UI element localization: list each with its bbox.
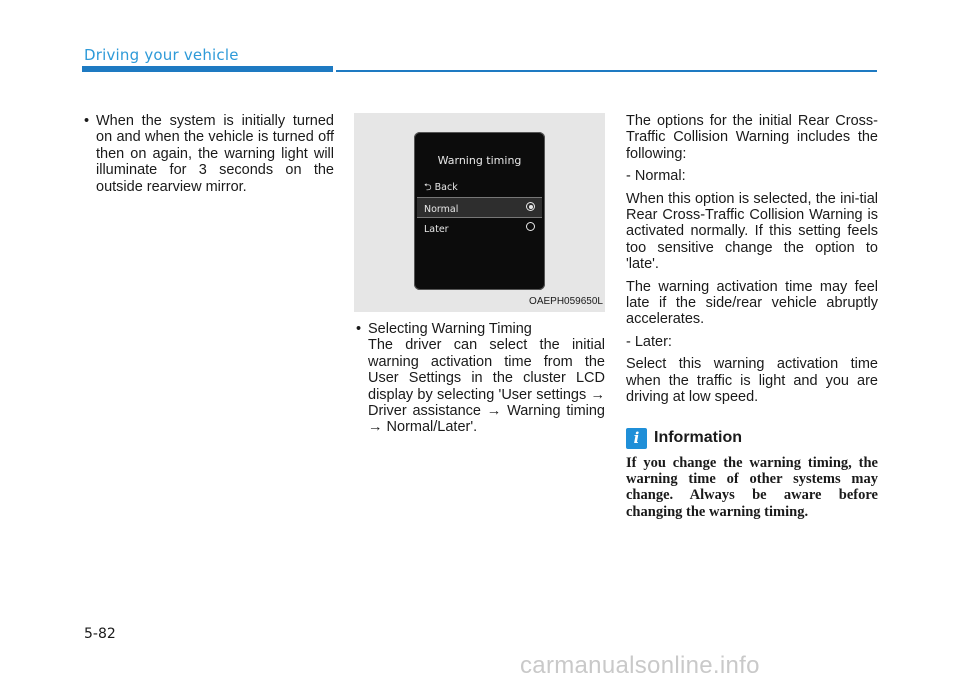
bullet-title: Selecting Warning Timing (368, 321, 532, 337)
normal-note: The warning activation time may feel late if the side/rear vehicle abruptly accelerates. (626, 278, 878, 328)
header-rule-thick (82, 66, 333, 72)
information-header (626, 428, 878, 450)
radio-selected-icon (526, 202, 535, 211)
bullet-item (354, 321, 605, 436)
lcd-option-label: Normal (424, 204, 459, 215)
bullet-body: The driver can select the initial warning activation time from the User Settings in the cluster LCD display by selecting 'User settings → Driver assistance → Warning timing → Normal/Later'. (368, 337, 605, 436)
bullet-text: When the system is initially turned on and when the vehicle is turned off then on again, the warning light will illuminate for 3 seconds on the outside rearview mirror. (96, 113, 334, 195)
lcd-option-later (417, 218, 542, 237)
normal-description: When this option is selected, the ini-tial Rear Cross-Traffic Collision Warning is activated normally. If this setting feels too sensitive change the option to 'late'. (626, 190, 878, 273)
lcd-back-item: ⮌ Back (424, 182, 458, 193)
header-rule-thin (336, 70, 877, 72)
information-title: Information (654, 428, 742, 446)
column-left (82, 113, 334, 195)
lcd-figure (354, 113, 605, 312)
lcd-option-normal (417, 197, 542, 218)
figure-code: OAEPH059650L (529, 295, 603, 307)
section-title: Driving your vehicle (84, 46, 239, 64)
bullet-dot: • (84, 113, 90, 129)
bullet-dot: • (356, 321, 362, 337)
later-description: Select this warning activation time when the traffic is light and you are driving at low speed. (626, 356, 878, 406)
column-right (626, 113, 878, 520)
page-number: 5-82 (84, 626, 116, 642)
information-text: If you change the warning timing, the warning time of other systems may change. Always be aware before changing the warning timing. (626, 454, 878, 520)
normal-heading: - Normal: (626, 168, 686, 185)
options-intro: The options for the initial Rear Cross-Traffic Collision Warning includes the following: (626, 113, 878, 162)
column-middle (354, 113, 605, 436)
cluster-lcd-screen (414, 132, 545, 290)
lcd-option-label: Later (424, 224, 449, 235)
lcd-screen-title: Warning timing (437, 154, 522, 167)
radio-unselected-icon (526, 222, 535, 231)
later-heading: - Later: (626, 333, 672, 350)
watermark: carmanualsonline.info (520, 652, 760, 679)
information-icon: i (626, 428, 647, 449)
bullet-item (82, 113, 334, 195)
